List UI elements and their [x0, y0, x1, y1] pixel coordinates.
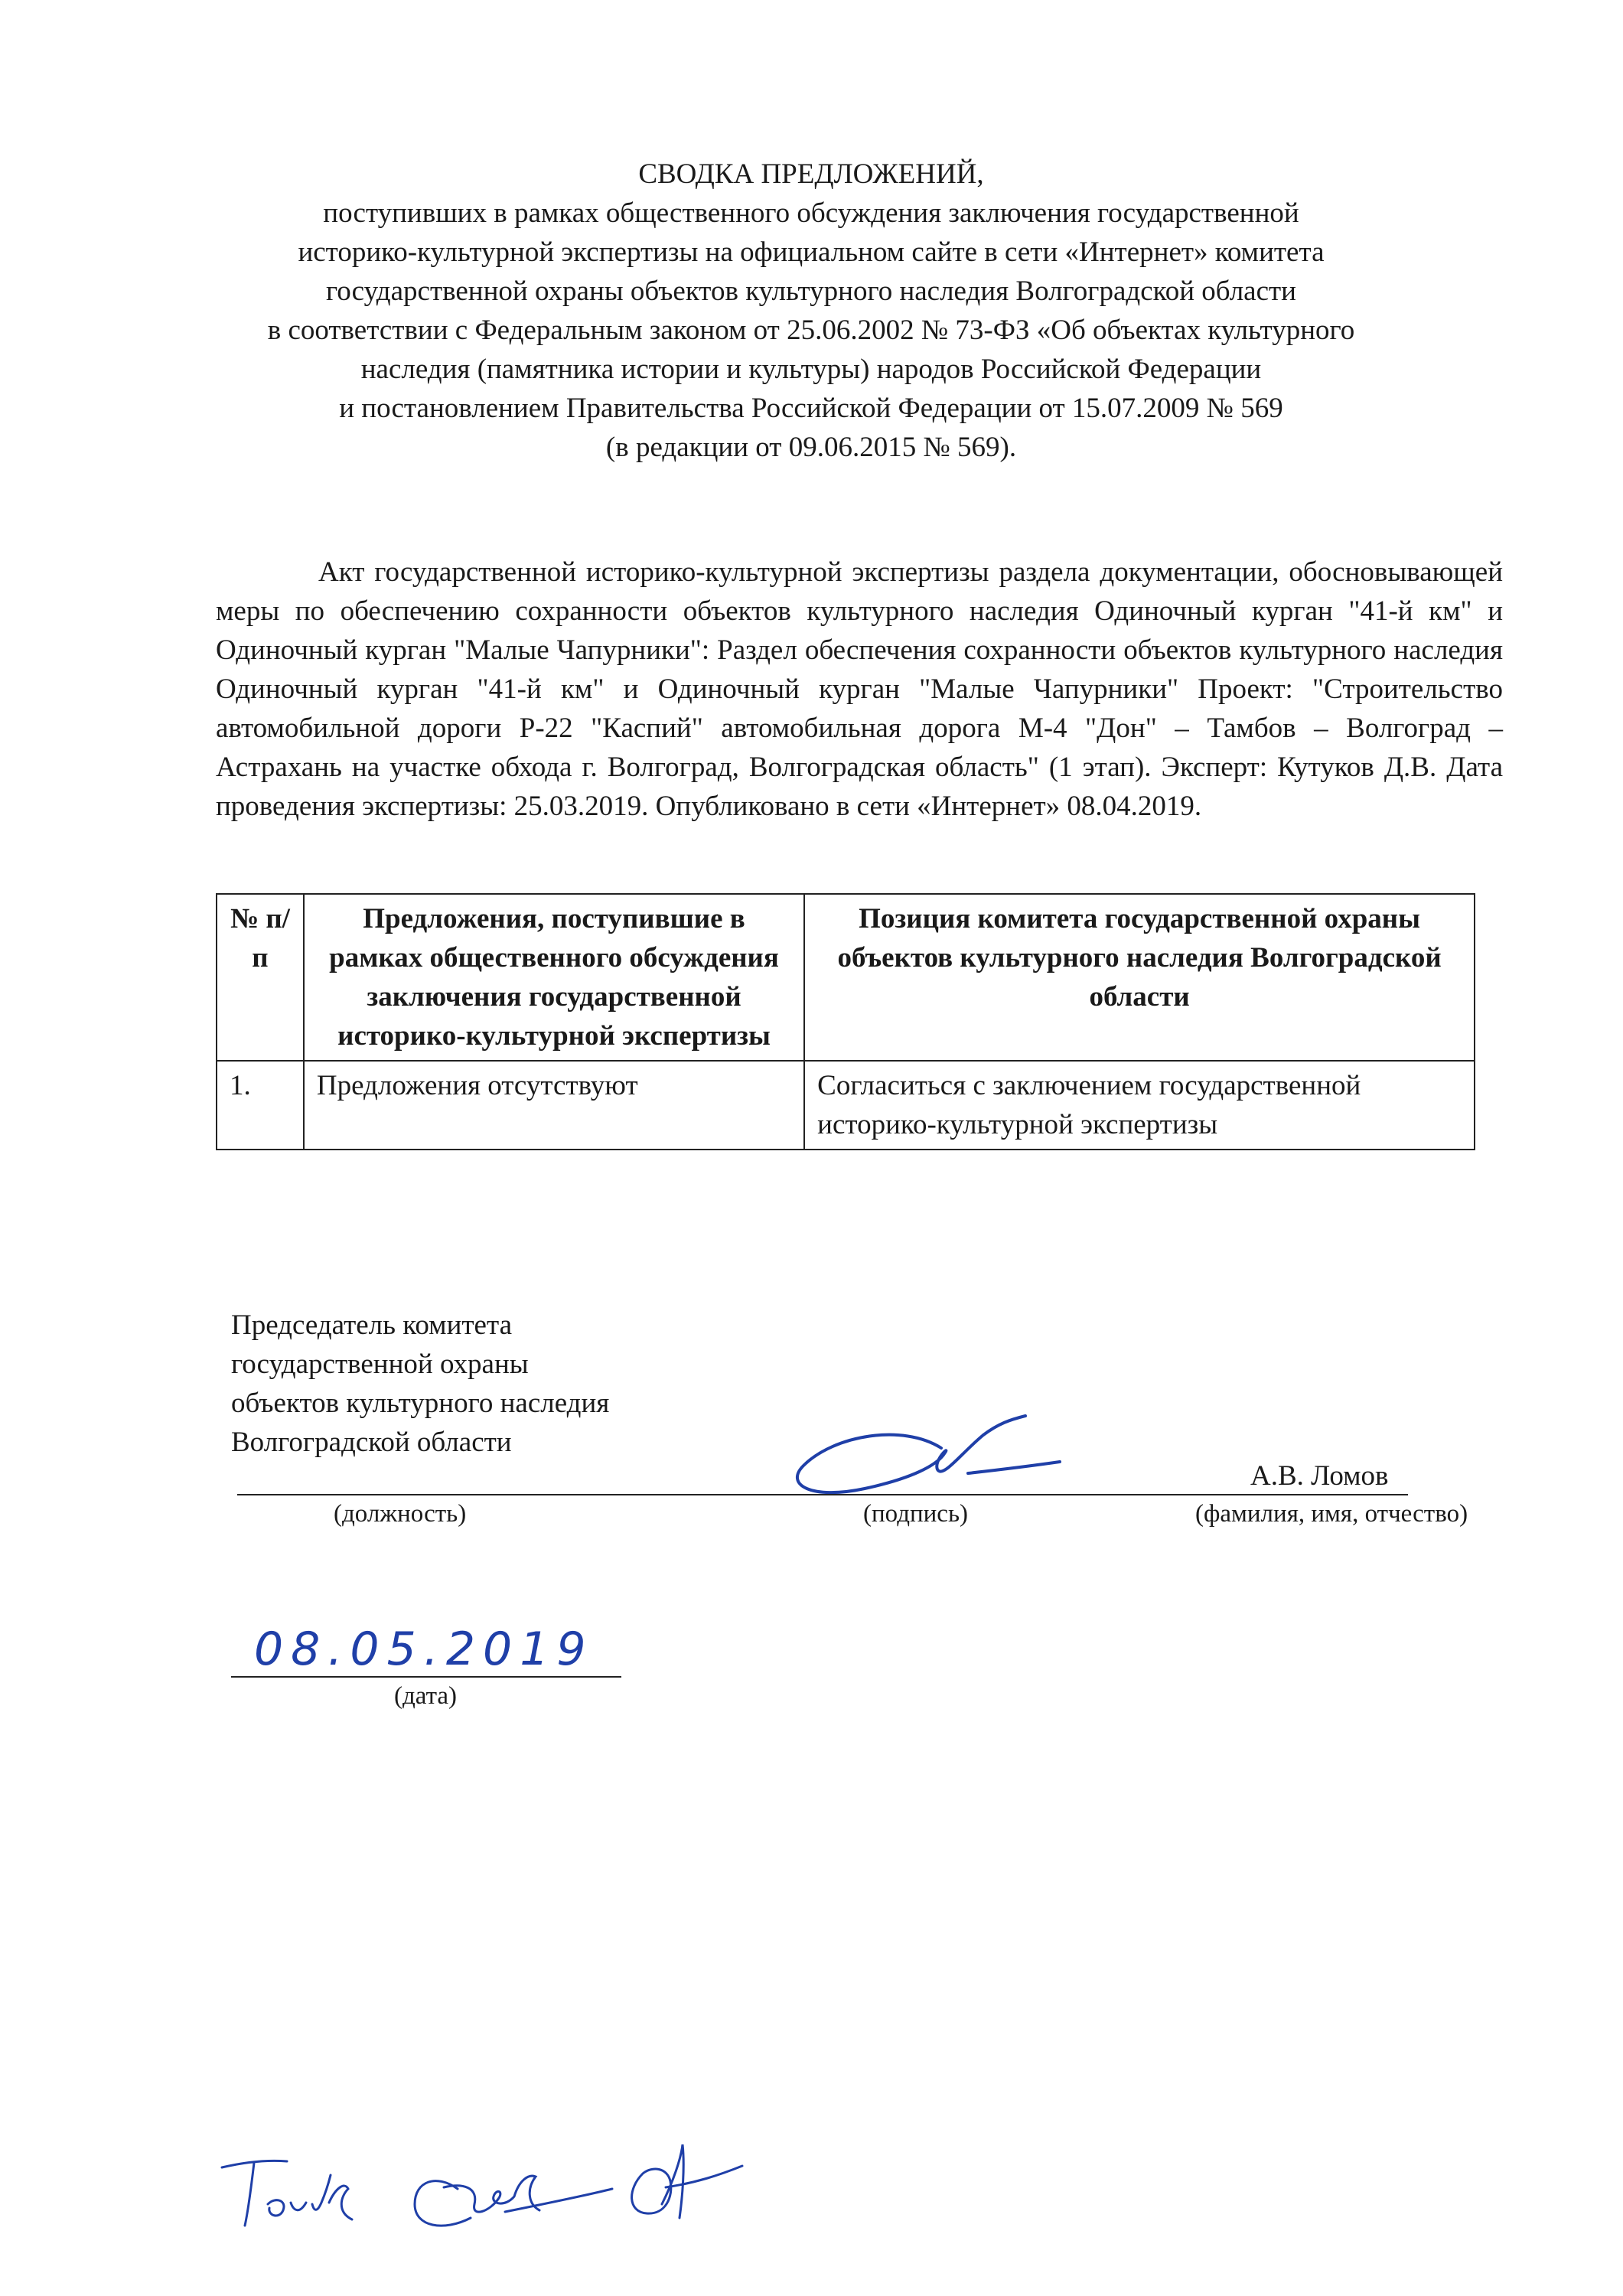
title-line: государственной охраны объектов культурного наследия Волгоградской области	[326, 276, 1296, 307]
title-line: и постановлением Правительства Российской Федерации от 15.07.2009 № 569	[339, 393, 1283, 424]
title-line: наследия (памятника истории и культуры) народов Российской Федерации	[360, 354, 1262, 385]
header-number: № п/п	[217, 894, 304, 1061]
signature-underline	[237, 1494, 1408, 1495]
role-line: государственной охраны	[231, 1349, 529, 1380]
role-line: объектов культурного наследия	[231, 1388, 610, 1419]
title-line: историко-культурной экспертизы на официальном сайте в сети «Интернет» комитета	[298, 236, 1325, 268]
caption-signature: (подпись)	[863, 1500, 968, 1528]
initials-signatures	[214, 2128, 796, 2242]
role-line: Председатель комитета	[231, 1309, 513, 1341]
title-heading: СВОДКА ПРЕДЛОЖЕНИЙ,	[638, 158, 984, 190]
role-line: Волгоградской области	[231, 1427, 512, 1458]
title-line: (в редакции от 09.06.2015 № 569).	[605, 432, 1017, 463]
table-row	[217, 1061, 1475, 1150]
handwritten-date: 08.05.2019	[254, 1623, 594, 1676]
title-line: поступивших в рамках общественного обсуждения заключения государственной	[323, 197, 1299, 229]
table-header-row	[217, 894, 1475, 1061]
caption-position: (должность)	[334, 1500, 467, 1528]
signatory-position	[231, 1306, 609, 1462]
row-number: 1.	[217, 1061, 304, 1150]
header-proposals: Предложения, поступившие в рамках общественного обсуждения заключения государственной историко-культурной экспертизы	[304, 894, 804, 1061]
document-title	[184, 155, 1439, 467]
header-committee-position: Позиция комитета государственной охраны объектов культурного наследия Волгоградской области	[804, 894, 1475, 1061]
row-position: Согласиться с заключением государственной историко-культурной экспертизы	[804, 1061, 1475, 1150]
row-proposals: Предложения отсутствуют	[304, 1061, 804, 1150]
signatory-name: А.В. Ломов	[1250, 1460, 1389, 1492]
proposals-table	[216, 893, 1475, 1150]
chairman-signature	[781, 1393, 1087, 1508]
date-underline	[231, 1676, 621, 1678]
title-line: в соответствии с Федеральным законом от 25.06.2002 № 73-ФЗ «Об объектах культурного	[267, 315, 1355, 346]
act-description	[216, 553, 1503, 826]
caption-date: (дата)	[394, 1682, 458, 1710]
caption-full-name: (фамилия, имя, отчество)	[1195, 1500, 1468, 1528]
act-text: Акт государственной историко-культурной экспертизы раздела документации, обосновывающей меры по обеспечению сохранности объектов культурного наследия Одиночный курган "41-й км" и Одиночный курган "Малые Чапурники": Раздел обеспечения сохранности объектов культурного наследия Одиночный курган "41-й км" и Одиночный курган "Малые Чапурники" Проект: "Строительство автомобильной дороги Р-22 "Каспий" автомобильная дорога М-4 "Дон" – Тамбов – Волгоград – Астрахань на участке обхода г. Волгоград, Волгоградская область" (1 этап). Эксперт: Кутуков Д.В. Дата проведения экспертизы: 25.03.2019. Опубликовано в сети «Интернет» 08.04.2019.	[216, 556, 1503, 822]
